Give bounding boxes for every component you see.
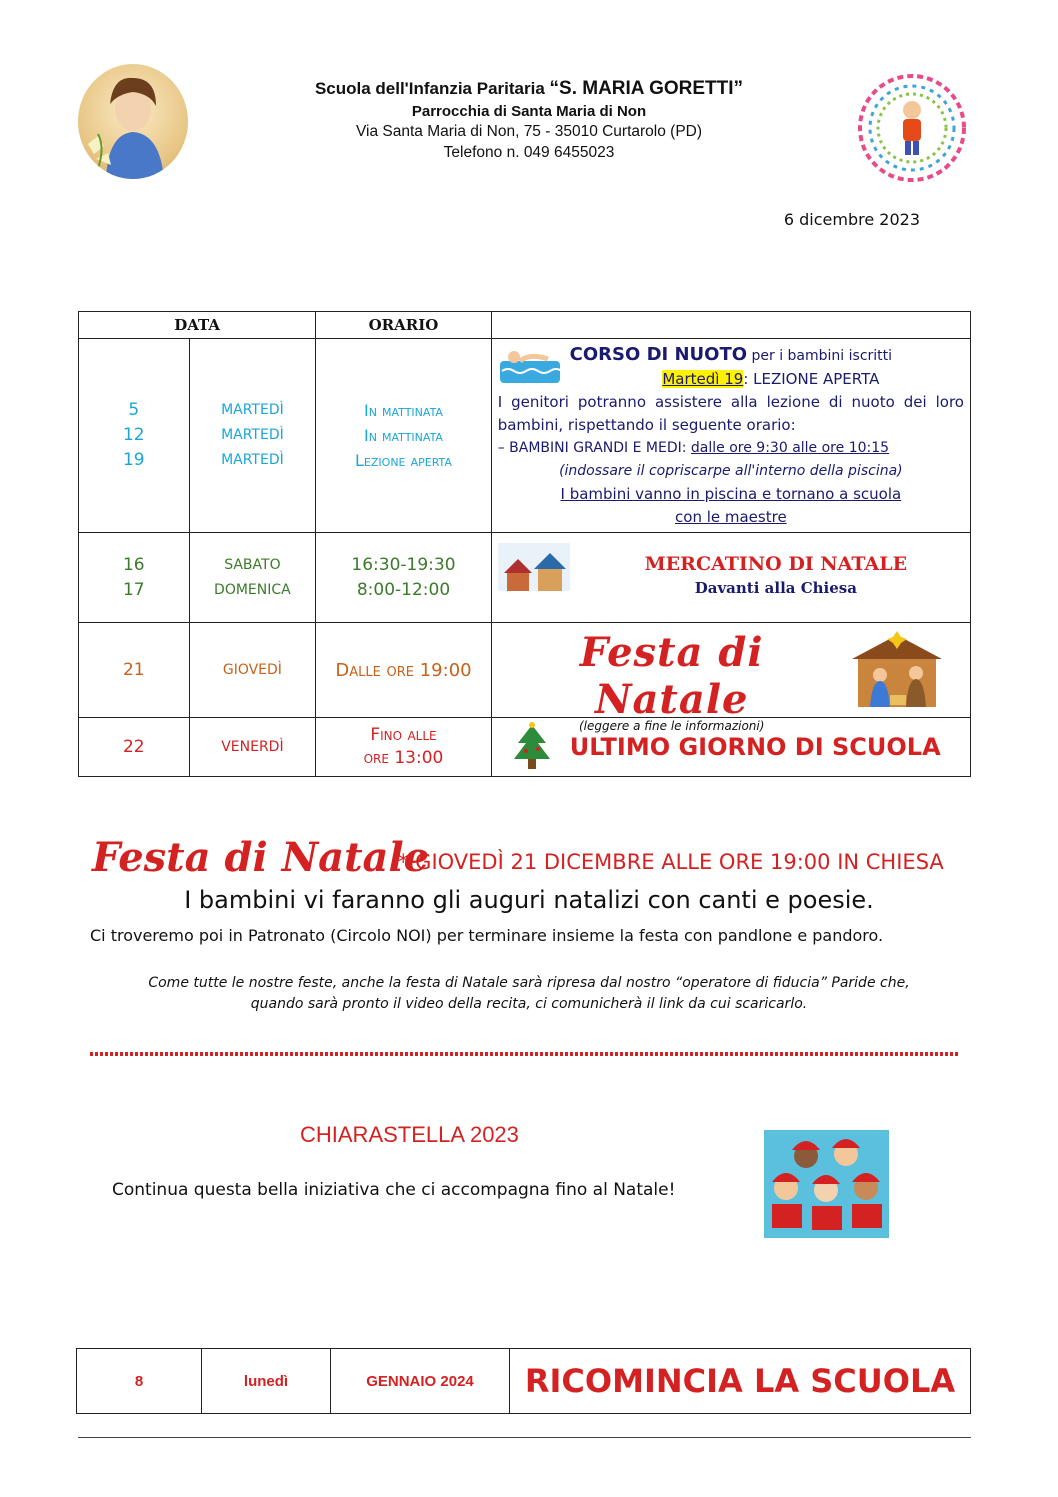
table-row (79, 623, 971, 718)
weekday: VENERDÌ (189, 718, 316, 777)
month: GENNAIO 2024 (331, 1349, 510, 1414)
festa-line-1: I bambini vi faranno gli auguri natalizi con canti e poesie. (184, 886, 874, 914)
phone: Telefono n. 049 6455023 (443, 144, 615, 161)
header-blank (491, 312, 970, 339)
chiarastella-text: Continua questa bella iniziativa che ci accompagna fino al Natale! (112, 1180, 676, 1200)
restart-table (76, 1348, 971, 1414)
christmas-party-cell: Festa di Natale (leggere a fine le informazioni) (491, 623, 970, 718)
date-numbers: 5 12 19 (79, 339, 190, 533)
schedule-table (78, 311, 971, 777)
date-number: 22 (79, 718, 190, 777)
table-row (79, 339, 971, 533)
times: 16:30-19:30 8:00-12:00 (316, 533, 491, 623)
festa-line-3: Come tutte le nostre feste, anche la festa di Natale sarà ripresa dal nostro “operatore di fiducia” Paride che, (148, 975, 910, 991)
festa-line-2: Ci troveremo poi in Patronato (Circolo NOI) per terminare insieme la festa con pandlone e pandoro. (90, 926, 884, 945)
times: In mattinata In mattinata Lezione aperta (316, 339, 491, 533)
footer-divider (78, 1437, 971, 1438)
christmas-tree-icon (512, 721, 552, 777)
table-row (77, 1349, 971, 1414)
nativity-icon (848, 631, 946, 713)
christmas-market-icon (498, 543, 570, 605)
header-orario: ORARIO (316, 312, 491, 339)
date-number: 8 (77, 1349, 202, 1414)
table-row (79, 718, 971, 777)
festa-when: * GIOVEDÌ 21 DICEMBRE ALLE ORE 19:00 IN CHIESA (398, 850, 944, 874)
carolers-image (764, 1130, 889, 1238)
parish-name: Parrocchia di Santa Maria di Non (411, 103, 647, 120)
restart-title-cell: RICOMINCIA LA SCUOLA (510, 1349, 971, 1414)
school-name: Scuola dell'Infanzia Paritaria “S. MARIA GORETTI” (314, 78, 744, 99)
market-cell: MERCATINO DI NATALE Davanti alla Chiesa (491, 533, 970, 623)
swim-course-cell: CORSO DI NUOTO per i bambini iscritti Martedì 19: LEZIONE APERTA I genitori potranno assistere alla lezione di nuoto dei loro bambini, rispettando il seguente orario: – BAMBINI GRANDI E MEDI: dalle ore 9:30 alle ore 10:15 (indossare il copriscarpe all'interno della piscina) I bambini vanno in piscina e tornano a scuola con le maestre (491, 339, 970, 533)
table-row (79, 533, 971, 623)
header-data: DATA (79, 312, 316, 339)
family-logo (852, 68, 972, 188)
address: Via Santa Maria di Non, 75 - 35010 Curtarolo (PD) (355, 123, 703, 140)
weekdays: MARTEDÌ MARTEDÌ MARTEDÌ (189, 339, 316, 533)
weekdays: SABATO DOMENICA (189, 533, 316, 623)
chiarastella-title: CHIARASTELLA 2023 (300, 1122, 519, 1147)
weekday: lunedì (202, 1349, 331, 1414)
weekday: GIOVEDÌ (189, 623, 316, 718)
date-numbers: 16 17 (79, 533, 190, 623)
festa-title: Festa di Natale (92, 834, 430, 881)
divider (90, 1052, 958, 1056)
document-date: 6 dicembre 2023 (783, 210, 920, 229)
swimmer-icon (500, 345, 560, 390)
last-day-cell: ULTIMO GIORNO DI SCUOLA (491, 718, 970, 777)
time: Dalle ore 19:00 (316, 623, 491, 718)
time: Fino alle ore 13:00 (316, 718, 491, 777)
table-header-row (79, 312, 971, 339)
festa-line-4: quando sarà pronto il video della recita, ci comunicherà il link da cui scaricarlo. (250, 996, 808, 1012)
date-number: 21 (79, 623, 190, 718)
